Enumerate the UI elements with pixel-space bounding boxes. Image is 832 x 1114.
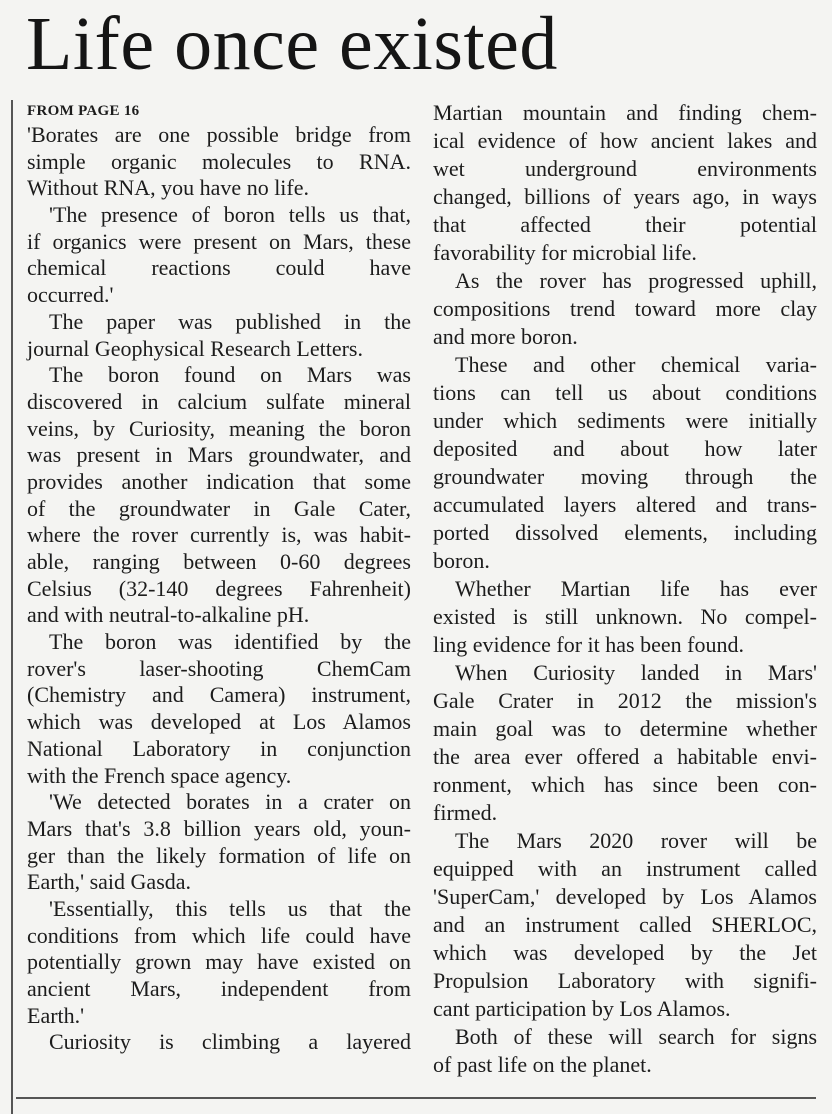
text-line: the area ever offered a habitable envi- bbox=[433, 744, 817, 769]
text-line: Without RNA, you have no life. bbox=[27, 175, 310, 201]
headline: Life once existed bbox=[26, 2, 558, 86]
text-line: groundwater moving through the bbox=[433, 464, 817, 489]
paragraph bbox=[27, 362, 411, 629]
text-line: conditions from which life could have bbox=[27, 922, 411, 948]
article-column-left bbox=[27, 100, 411, 1056]
text-line: 'We detected borates in a crater on bbox=[49, 789, 411, 815]
text-line: rover's laser-shooting ChemCam bbox=[27, 655, 411, 681]
paragraph bbox=[433, 576, 817, 660]
text-line: 'Borates are one possible bridge from bbox=[27, 122, 411, 147]
paragraph bbox=[27, 896, 411, 1029]
text-line: and an instrument called SHERLOC, bbox=[433, 912, 817, 937]
text-line: Earth,' said Gasda. bbox=[27, 869, 192, 895]
text-line: ical evidence of how ancient lakes and bbox=[433, 128, 817, 153]
text-line: if organics were present on Mars, these bbox=[27, 228, 411, 254]
text-line: simple organic molecules to RNA. bbox=[27, 148, 411, 174]
text-line: deposited and about how later bbox=[433, 436, 817, 461]
text-line: journal Geophysical Research Letters. bbox=[27, 335, 363, 361]
text-line: Celsius (32-140 degrees Fahrenheit) bbox=[27, 575, 411, 601]
bottom-rule bbox=[16, 1097, 816, 1099]
paragraph bbox=[27, 629, 411, 789]
paragraph bbox=[27, 309, 411, 362]
text-line: provides another indication that some bbox=[27, 468, 411, 494]
text-line: ling evidence for it has been found. bbox=[433, 632, 744, 657]
text-line: 'SuperCam,' developed by Los Alamos bbox=[433, 884, 817, 909]
text-line: Martian mountain and finding chem- bbox=[433, 100, 817, 125]
text-line: Whether Martian life has ever bbox=[455, 576, 817, 601]
text-line: ger than the likely formation of life on bbox=[27, 842, 411, 868]
text-line: ronment, which has since been con- bbox=[433, 772, 817, 797]
text-line: (Chemistry and Camera) instrument, bbox=[27, 682, 411, 708]
text-line: equipped with an instrument called bbox=[433, 856, 817, 881]
paragraph bbox=[27, 122, 411, 202]
text-line: of past life on the planet. bbox=[433, 1052, 652, 1077]
text-line: The boron was identified by the bbox=[49, 629, 411, 655]
paragraph bbox=[433, 660, 817, 828]
text-line: 'Essentially, this tells us that the bbox=[49, 895, 411, 921]
text-line: compositions trend toward more clay bbox=[433, 296, 817, 321]
paragraph bbox=[27, 1029, 411, 1056]
text-line: ancient Mars, independent from bbox=[27, 976, 411, 1001]
text-line: Propulsion Laboratory with signifi- bbox=[433, 968, 817, 993]
text-line: cant participation by Los Alamos. bbox=[433, 996, 731, 1021]
text-line: The boron found on Mars was bbox=[49, 362, 411, 388]
text-line: which was developed by the Jet bbox=[433, 940, 817, 965]
text-line: tions can tell us about conditions bbox=[433, 380, 817, 405]
text-line: which was developed at Los Alamos bbox=[27, 709, 411, 735]
column-rule-left bbox=[11, 100, 13, 1114]
text-line: wet underground environments bbox=[433, 156, 817, 181]
paragraph bbox=[433, 268, 817, 352]
text-line: firmed. bbox=[433, 800, 498, 825]
text-line: boron. bbox=[433, 548, 490, 573]
text-line: main goal was to determine whether bbox=[433, 716, 817, 741]
text-line: Curiosity is climbing a layered bbox=[49, 1029, 411, 1055]
text-line: National Laboratory in conjunction bbox=[27, 735, 411, 761]
continued-from-label: FROM PAGE 16 bbox=[27, 103, 140, 119]
text-line: When Curiosity landed in Mars' bbox=[455, 660, 817, 685]
text-line: These and other chemical varia- bbox=[455, 352, 817, 377]
text-line: able, ranging between 0-60 degrees bbox=[27, 549, 411, 574]
text-line: 'The presence of boron tells us that, bbox=[49, 202, 411, 228]
text-line: Mars that's 3.8 billion years old, youn- bbox=[27, 815, 411, 841]
text-line: and more boron. bbox=[433, 324, 578, 349]
text-line: under which sediments were initially bbox=[433, 408, 817, 433]
text-line: chemical reactions could have bbox=[27, 255, 411, 281]
text-line: discovered in calcium sulfate mineral bbox=[27, 388, 411, 414]
text-line: and with neutral-to-alkaline pH. bbox=[27, 602, 310, 628]
text-line: where the rover currently is, was habit- bbox=[27, 522, 411, 548]
text-line: The paper was published in the bbox=[49, 308, 411, 334]
text-line: accumulated layers altered and trans- bbox=[433, 492, 817, 517]
paragraph bbox=[27, 202, 411, 309]
text-line: potentially grown may have existed on bbox=[27, 949, 411, 975]
text-line: changed, billions of years ago, in ways bbox=[433, 184, 817, 209]
text-line: favorability for microbial life. bbox=[433, 240, 697, 265]
text-line: Gale Crater in 2012 the mission's bbox=[433, 688, 817, 713]
text-line: Both of these will search for signs bbox=[455, 1024, 817, 1049]
text-line: was present in Mars groundwater, and bbox=[27, 442, 411, 468]
text-line: with the French space agency. bbox=[27, 762, 292, 788]
paragraph bbox=[27, 789, 411, 896]
text-line: veins, by Curiosity, meaning the boron bbox=[27, 415, 411, 441]
text-line: The Mars 2020 rover will be bbox=[455, 828, 817, 853]
text-line: existed is still unknown. No compel- bbox=[433, 604, 817, 629]
paragraph bbox=[433, 100, 817, 268]
text-line: As the rover has progressed uphill, bbox=[455, 268, 817, 293]
paragraph bbox=[433, 828, 817, 1024]
text-line: Earth.' bbox=[27, 1002, 85, 1028]
article-column-right bbox=[433, 100, 817, 1080]
paragraph bbox=[433, 1024, 817, 1080]
text-line: ported dissolved elements, including bbox=[433, 520, 817, 545]
text-line: of the groundwater in Gale Cater, bbox=[27, 495, 411, 521]
text-line: that affected their potential bbox=[433, 212, 817, 237]
text-line: occurred.' bbox=[27, 282, 114, 308]
paragraph bbox=[433, 352, 817, 576]
